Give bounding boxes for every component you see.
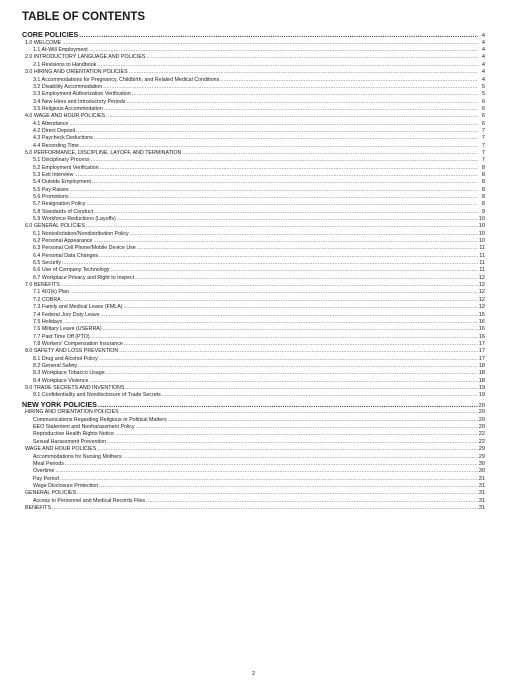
dot-leader (123, 454, 478, 461)
dot-leader (62, 260, 478, 267)
dot-leader (119, 348, 478, 355)
toc-entry-label: 7.0 BENEFITS (25, 282, 60, 289)
dot-leader (92, 179, 478, 186)
toc-entry-label: 8.1 Drug and Alcohol Policy (33, 355, 98, 362)
dot-leader (70, 187, 478, 194)
toc-entry-label: 8.2 General Safety (33, 362, 78, 369)
dot-leader (129, 69, 478, 76)
toc-entry-page-number: 22 (478, 438, 485, 445)
toc-chapter-entry[interactable] (22, 348, 485, 355)
dot-leader (125, 385, 477, 392)
toc-entry-label: 7.6 Military Leave (USERRA) (33, 326, 102, 333)
dot-leader (182, 150, 478, 157)
toc-entry-label: 7.3 Family and Medical Leave (FMLA) (33, 304, 123, 311)
dot-leader (106, 113, 478, 120)
toc-chapter-entry[interactable] (22, 113, 485, 120)
toc-entry-label: 3.0 HIRING AND ORIENTATION POLICIES (25, 69, 128, 76)
toc-subentry[interactable] (22, 297, 485, 304)
toc-subentry[interactable] (22, 417, 485, 424)
toc-entry-page-number: 7 (481, 157, 485, 164)
toc-entry-page-number: 16 (478, 333, 485, 340)
dot-leader (70, 194, 478, 201)
toc-entry-label: 5.6 Promotions (33, 194, 69, 201)
toc-entry-page-number: 7 (481, 142, 485, 149)
toc-chapter-entry[interactable] (22, 150, 485, 157)
toc-entry-label: 7.5 Holidays (33, 318, 63, 325)
dot-leader (89, 378, 477, 385)
toc-entry-page-number: 12 (478, 304, 485, 311)
dot-leader (110, 267, 478, 274)
toc-entry-page-number: 10 (478, 216, 485, 223)
dot-leader (168, 417, 478, 424)
toc-subentry[interactable] (22, 312, 485, 319)
toc-subentry[interactable] (22, 326, 485, 333)
toc-entry-page-number: 30 (478, 460, 485, 467)
toc-entry-page-number: 6 (481, 98, 485, 105)
toc-entry-label: Overtime (33, 468, 55, 475)
toc-subentry[interactable] (22, 253, 485, 260)
toc-entry-label: 7.4 Federal Jury Duty Leave (33, 311, 100, 318)
toc-chapter-entry[interactable] (22, 40, 485, 47)
toc-section-heading[interactable] (22, 400, 485, 410)
dot-leader (124, 341, 478, 348)
dot-leader (69, 121, 478, 128)
toc-entry-page-number: 29 (478, 446, 485, 453)
toc-entry-label: 5.3 Exit Interview (33, 171, 74, 178)
toc-entry-label: Accommodations for Nursing Mothers (33, 453, 122, 460)
toc-entry-label: 3.1 Accommodations for Pregnancy, Childbirth, and Related Medical Conditions (33, 76, 220, 83)
toc-entry-page-number: 12 (478, 282, 485, 289)
dot-leader (89, 47, 478, 54)
toc-entry-label: Sexual Harassment Prevention (33, 438, 107, 445)
toc-entry-label: 8.0 SAFETY AND LOSS PREVENTION (25, 348, 119, 355)
toc-subentry[interactable] (22, 424, 485, 431)
dot-leader (103, 326, 478, 333)
dot-leader (62, 40, 478, 47)
toc-entry-label: 4.2 Direct Deposit (33, 127, 76, 134)
dot-leader (162, 392, 478, 399)
toc-entry-label: 6.3 Personal Cell Phone/Mobile Device Use (33, 245, 136, 252)
toc-entry-page-number: 12 (478, 274, 485, 281)
toc-subentry[interactable] (22, 238, 485, 245)
toc-entry-label: 5.4 Outside Employment (33, 179, 91, 186)
toc-subentry[interactable] (22, 231, 485, 238)
dot-leader (115, 431, 478, 438)
table-of-contents (22, 30, 485, 512)
toc-entry-page-number: 31 (478, 475, 485, 482)
toc-entry-page-number: 17 (478, 348, 485, 355)
toc-entry-page-number: 6 (481, 105, 485, 112)
toc-subentry[interactable] (22, 356, 485, 363)
toc-entry-label: 5.5 Pay Raises (33, 186, 69, 193)
toc-entry-label: GENERAL POLICIES (25, 490, 77, 497)
toc-entry-page-number: 4 (481, 39, 485, 46)
toc-entry-label: 8.4 Workplace Violence (33, 377, 89, 384)
toc-subentry[interactable] (22, 454, 485, 461)
toc-subentry[interactable] (22, 275, 485, 282)
toc-entry-label: 7.7 Paid Time Off (PTO) (33, 333, 90, 340)
toc-subentry[interactable] (22, 179, 485, 186)
toc-chapter-entry[interactable] (22, 223, 485, 230)
toc-entry-label: 8.3 Workplace Tobacco Usage (33, 370, 105, 377)
toc-entry-label: Pay Period (33, 475, 59, 482)
toc-entry-page-number: 19 (478, 392, 485, 399)
toc-entry-label: 5.1 Disciplinary Process (33, 157, 90, 164)
toc-subentry[interactable] (22, 378, 485, 385)
toc-subentry[interactable] (22, 483, 485, 490)
dot-leader (70, 289, 478, 296)
toc-entry-page-number: 29 (478, 453, 485, 460)
toc-subentry[interactable] (22, 392, 485, 399)
toc-entry-page-number: 11 (479, 252, 485, 259)
toc-entry-page-number: 17 (478, 340, 485, 347)
toc-entry-label: 6.7 Workplace Privacy and Right to Inspect (33, 274, 135, 281)
toc-entry-page-number: 8 (481, 194, 485, 201)
toc-entry-label: 4.0 WAGE AND HOUR POLICIES (25, 113, 106, 120)
toc-entry-label: 2.0 INTRODUCTORY LANGUAGE AND POLICIES (25, 54, 146, 61)
toc-subentry[interactable] (22, 77, 485, 84)
toc-entry-page-number: 9 (481, 208, 485, 215)
toc-entry-label: Wage Disclosure Protection (33, 482, 99, 489)
dot-leader (98, 400, 478, 410)
toc-entry-page-number: 16 (478, 318, 485, 325)
toc-entry-page-number: 4 (481, 47, 485, 54)
toc-entry-label: Access to Personnel and Medical Records Files (33, 497, 146, 504)
dot-leader (135, 275, 478, 282)
toc-subentry[interactable] (22, 209, 485, 216)
dot-leader (86, 201, 478, 208)
dot-leader (137, 245, 478, 252)
toc-entry-page-number: 6 (481, 113, 485, 120)
toc-entry-page-number: 4 (481, 54, 485, 61)
toc-entry-label: BENEFITS (25, 504, 51, 511)
toc-entry-page-number: 20 (478, 416, 485, 423)
toc-entry-label: 9.0 TRADE SECRETS AND INVENTIONS (25, 384, 125, 391)
toc-entry-page-number: 10 (478, 223, 485, 230)
dot-leader (74, 172, 478, 179)
dot-leader (146, 54, 478, 61)
toc-chapter-entry[interactable] (22, 409, 485, 416)
toc-subentry[interactable] (22, 431, 485, 438)
toc-entry-page-number: 8 (481, 164, 485, 171)
toc-entry-page-number: 11 (479, 260, 485, 267)
toc-entry-label: 4.1 Attendance (33, 120, 69, 127)
toc-entry-page-number: 18 (478, 377, 485, 384)
toc-entry-label: 4.3 Paycheck Deductions (33, 135, 93, 142)
toc-entry-page-number: 8 (481, 201, 485, 208)
dot-leader (65, 461, 478, 468)
toc-entry-page-number: 8 (481, 171, 485, 178)
toc-entry-label: CORE POLICIES (22, 30, 79, 39)
toc-subentry[interactable] (22, 84, 485, 91)
toc-subentry[interactable] (22, 468, 485, 475)
toc-entry-page-number: 19 (478, 384, 485, 391)
dot-leader (62, 297, 478, 304)
toc-section-heading[interactable] (22, 30, 485, 40)
toc-chapter-entry[interactable] (22, 505, 485, 512)
toc-entry-page-number: 11 (479, 245, 485, 252)
dot-leader (56, 468, 478, 475)
toc-subentry[interactable] (22, 106, 485, 113)
toc-entry-label: WAGE AND HOUR POLICIES (25, 446, 97, 453)
dot-leader (79, 30, 478, 40)
toc-entry-label: 5.7 Resignation Policy (33, 201, 86, 208)
dot-leader (220, 77, 478, 84)
toc-entry-page-number: 17 (478, 355, 485, 362)
toc-entry-label: 3.2 Disability Accommodation (33, 83, 103, 90)
toc-entry-page-number: 31 (478, 482, 485, 489)
toc-entry-label: 5.2 Employment Verification (33, 164, 99, 171)
dot-leader (99, 253, 478, 260)
toc-entry-page-number: 4 (481, 61, 485, 68)
dot-leader (136, 424, 478, 431)
toc-subentry[interactable] (22, 370, 485, 377)
toc-subentry[interactable] (22, 194, 485, 201)
dot-leader (99, 483, 478, 490)
toc-subentry[interactable] (22, 498, 485, 505)
toc-subentry[interactable] (22, 157, 485, 164)
toc-chapter-entry[interactable] (22, 69, 485, 76)
toc-entry-page-number: 15 (478, 311, 485, 318)
toc-subentry[interactable] (22, 62, 485, 69)
toc-entry-page-number: 18 (478, 370, 485, 377)
toc-entry-label: 9.1 Confidentiality and Nondisclosure of Trade Secrets (33, 392, 161, 399)
toc-subentry[interactable] (22, 135, 485, 142)
toc-entry-page-number: 12 (478, 296, 485, 303)
toc-subentry[interactable] (22, 334, 485, 341)
toc-entry-label: 6.0 GENERAL POLICIES (25, 223, 85, 230)
toc-entry-label: 3.4 New Hires and Introductory Periods (33, 98, 126, 105)
toc-chapter-entry[interactable] (22, 490, 485, 497)
toc-entry-page-number: 4 (481, 69, 485, 76)
dot-leader (80, 143, 478, 150)
toc-entry-label: 4.4 Recording Time (33, 142, 79, 149)
toc-entry-label: 5.9 Workforce Reductions (Layoffs) (33, 216, 116, 223)
toc-subentry[interactable] (22, 319, 485, 326)
dot-leader (100, 165, 478, 172)
dot-leader (91, 157, 478, 164)
toc-entry-label: 1.0 WELCOME (25, 39, 62, 46)
dot-leader (52, 505, 478, 512)
toc-entry-page-number: 31 (478, 504, 485, 511)
dot-leader (91, 334, 478, 341)
toc-entry-page-number: 8 (481, 179, 485, 186)
toc-subentry[interactable] (22, 461, 485, 468)
toc-entry-label: 7.2 COBRA (33, 296, 61, 303)
toc-entry-page-number: 20 (478, 424, 485, 431)
toc-entry-label: 2.1 Revisions to Handbook (33, 61, 97, 68)
dot-leader (117, 216, 478, 223)
dot-leader (120, 409, 478, 416)
dot-leader (77, 490, 478, 497)
toc-entry-page-number: 18 (478, 362, 485, 369)
toc-entry-label: 3.5 Religious Accommodation (33, 105, 103, 112)
toc-entry-page-number: 20 (478, 409, 485, 416)
toc-entry-page-number: 22 (478, 431, 485, 438)
toc-entry-label: 1.1 At-Will Employment (33, 47, 88, 54)
toc-entry-page-number: 7 (481, 135, 485, 142)
toc-entry-label: 7.8 Workers' Compensation Insurance (33, 340, 123, 347)
dot-leader (60, 476, 478, 483)
toc-subentry[interactable] (22, 47, 485, 54)
toc-subentry[interactable] (22, 439, 485, 446)
toc-entry-label: EEO Statement and Nonharassment Policy (33, 424, 135, 431)
toc-entry-label: Reproductive Health Rights Notice (33, 431, 114, 438)
toc-entry-page-number: 20 (478, 402, 485, 409)
toc-chapter-entry[interactable] (22, 282, 485, 289)
toc-entry-page-number: 5 (481, 91, 485, 98)
toc-subentry[interactable] (22, 165, 485, 172)
toc-entry-page-number: 10 (478, 238, 485, 245)
toc-subentry[interactable] (22, 99, 485, 106)
toc-subentry[interactable] (22, 245, 485, 252)
toc-entry-label: 6.4 Personal Data Changes (33, 252, 99, 259)
toc-entry-page-number: 11 (479, 267, 485, 274)
dot-leader (86, 223, 478, 230)
toc-chapter-entry[interactable] (22, 446, 485, 453)
dot-leader (146, 498, 478, 505)
toc-entry-page-number: 7 (481, 149, 485, 156)
toc-subentry[interactable] (22, 363, 485, 370)
toc-entry-label: 6.1 Nonsolicitation/Nondistribution Policy (33, 230, 129, 237)
toc-subentry[interactable] (22, 143, 485, 150)
toc-subentry[interactable] (22, 289, 485, 296)
toc-subentry[interactable] (22, 216, 485, 223)
dot-leader (132, 91, 478, 98)
toc-entry-label: 5.0 PERFORMANCE, DISCIPLINE, LAYOFF, AND TERMINATION (25, 149, 182, 156)
toc-subentry[interactable] (22, 91, 485, 98)
toc-subentry[interactable] (22, 260, 485, 267)
toc-subentry[interactable] (22, 121, 485, 128)
dot-leader (107, 439, 478, 446)
toc-subentry[interactable] (22, 201, 485, 208)
toc-entry-label: NEW YORK POLICIES (22, 399, 97, 409)
dot-leader (106, 370, 478, 377)
dot-leader (104, 106, 478, 113)
toc-entry-page-number: 10 (478, 230, 485, 237)
toc-entry-page-number: 4 (481, 76, 485, 83)
toc-subentry[interactable] (22, 304, 485, 311)
toc-subentry[interactable] (22, 187, 485, 194)
toc-subentry[interactable] (22, 476, 485, 483)
toc-entry-page-number: 12 (478, 289, 485, 296)
toc-subentry[interactable] (22, 172, 485, 179)
dot-leader (94, 135, 478, 142)
toc-entry-label: 5.8 Standards of Conduct (33, 208, 94, 215)
dot-leader (94, 238, 478, 245)
dot-leader (78, 363, 478, 370)
toc-chapter-entry[interactable] (22, 385, 485, 392)
page-title: TABLE OF CONTENTS (22, 11, 146, 23)
dot-leader (103, 84, 478, 91)
toc-entry-page-number: 5 (481, 83, 485, 90)
toc-entry-page-number: 8 (481, 186, 485, 193)
toc-entry-label: 3.3 Employment Authorization Verification (33, 91, 131, 98)
dot-leader (61, 282, 478, 289)
toc-entry-page-number: 31 (478, 497, 485, 504)
dot-leader (99, 356, 478, 363)
toc-entry-label: Meal Periods (33, 460, 64, 467)
toc-entry-label: 6.5 Security (33, 260, 61, 267)
toc-entry-label: Communications Regarding Religious or Political Matters (33, 416, 167, 423)
toc-entry-page-number: 7 (481, 127, 485, 134)
toc-entry-page-number: 6 (481, 120, 485, 127)
dot-leader (97, 446, 477, 453)
toc-entry-page-number: 30 (478, 468, 485, 475)
toc-entry-label: 6.6 Use of Company Technology (33, 267, 110, 274)
dot-leader (76, 128, 478, 135)
toc-subentry[interactable] (22, 128, 485, 135)
toc-subentry[interactable] (22, 341, 485, 348)
dot-leader (63, 319, 478, 326)
dot-leader (126, 99, 478, 106)
toc-chapter-entry[interactable] (22, 54, 485, 61)
toc-entry-label: HIRING AND ORIENTATION POLICIES (25, 409, 119, 416)
dot-leader (97, 62, 478, 69)
toc-subentry[interactable] (22, 267, 485, 274)
dot-leader (124, 304, 478, 311)
toc-entry-page-number: 16 (478, 326, 485, 333)
toc-entry-page-number: 4 (481, 33, 485, 39)
dot-leader (94, 209, 478, 216)
toc-entry-label: 6.2 Personal Appearance (33, 238, 93, 245)
dot-leader (101, 312, 478, 319)
toc-entry-page-number: 31 (478, 490, 485, 497)
page-number: 2 (251, 671, 256, 677)
dot-leader (130, 231, 478, 238)
toc-entry-label: 7.1 401(k) Plan (33, 289, 69, 296)
